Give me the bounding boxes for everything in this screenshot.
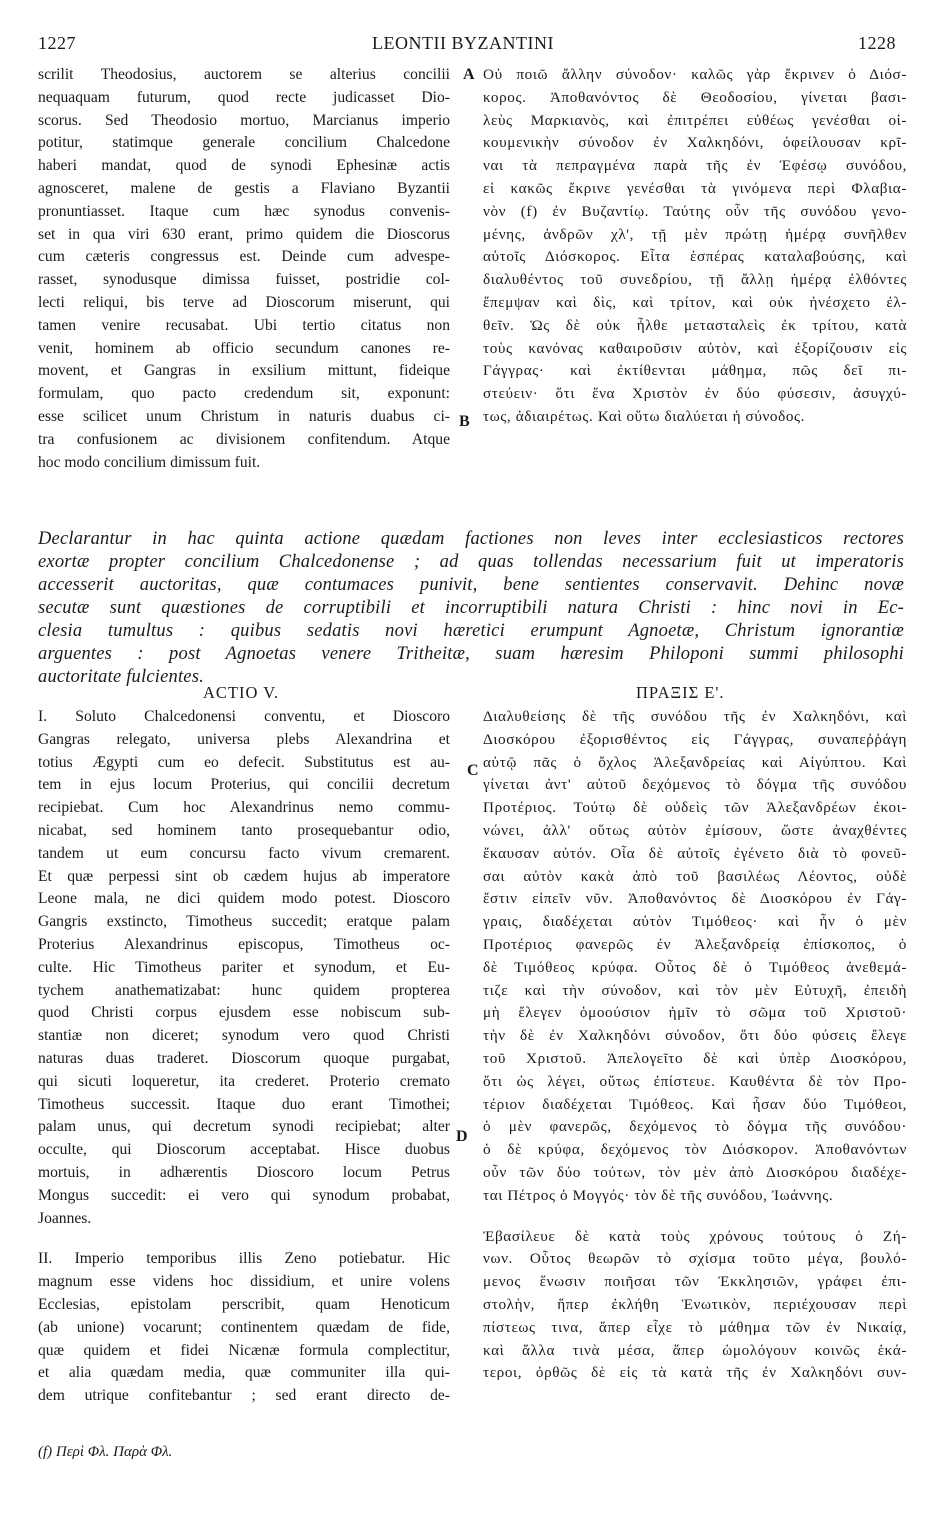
text-line: Ἐβασίλευε δὲ κατὰ τοὺς χρόνους τούτους ὁ Ζή-	[483, 1227, 907, 1245]
text-line: νων. Οὗτος θεωρῶν τὸ σχίσμα τοῦτο μέγα, βουλό-	[483, 1250, 907, 1268]
text-line: διαλυθέντος τοῦ συνεδρίου, τῇ ἄλλῃ ἡμέρᾳ ἐλθόντες	[483, 271, 907, 289]
text-line: II. Imperio temporibus illis Zeno potiebatur. Hic	[38, 1250, 450, 1268]
text-line: τοὺς κανόνας καθαιροῦσιν αὐτὸν, καὶ ἐξορίζουσιν εἰς	[483, 339, 907, 357]
text-line: agnosceret, malene de gestis a Flaviano Byzantii	[38, 179, 450, 197]
page-number-right: 1228	[858, 33, 896, 53]
text-line: nequaquam futurum, quod recte judicasset Dio-	[38, 88, 450, 106]
text-line: σαι αὐτὸν κακὰ ἀπὸ τοῦ βασιλέως Λέοντος, οὐδὲ	[483, 867, 907, 885]
greek-column-bottom	[483, 706, 907, 1385]
text-line: Ecclesias, epistolam perscribit, quam Henoticum	[38, 1295, 450, 1313]
text-line: μενος ἕνωσιν ποιῆσαι τῶν Ἐκκλησιῶν, γράφει ἐπι-	[483, 1273, 907, 1291]
text-line: Timotheus successit. Itaque duo erant Timothei;	[38, 1095, 450, 1113]
text-line: ἔπεμψαν καὶ δὶς, καὶ τρίτον, καὶ οὐκ ἠνέσχετο ἐλ-	[483, 293, 907, 311]
text-line: τιζε καὶ τὴν σύνοδον, καὶ τὸν μὲν Εὐτυχῆ, ἐπειδὴ	[483, 981, 907, 999]
text-line: cum cæteris congressus est. Deinde cum advespe-	[38, 248, 450, 266]
latin-column-bottom	[38, 706, 450, 1408]
margin-marker-c: C	[467, 762, 479, 779]
footnote: (f) Περὶ Φλ. Παρὰ Φλ.	[38, 1444, 173, 1460]
text-line: Διαλυθείσης δὲ τῆς συνόδου τῆς ἐν Χαλκηδόνι, καὶ	[483, 708, 907, 725]
text-line: ται Πέτρος ὁ Μογγός· τὸν δὲ τῆς συνόδου, Ἰωάννης.	[483, 1186, 834, 1204]
margin-marker-a: A	[463, 66, 475, 83]
text-line: potitur, statimque generale concilium Chalcedone	[38, 134, 450, 152]
text-line: accesserit auctoritas, quæ contumaces punivit, bene sentientes conservavit. Dehinc novæ	[38, 575, 904, 595]
text-line: clesia tumultus : quibus sedatis novi hæretici erumpunt Agnoetæ, Christum ignorantiæ	[38, 621, 904, 641]
text-line: τως, ἀδιαιρέτως. Καὶ οὕτω διαλύεται ἡ σύνοδος.	[483, 407, 806, 425]
text-line: I. Soluto Chalcedonensi conventu, et Dioscoro	[38, 708, 450, 725]
text-line: Gangris exstincto, Timotheus succedit; eratque palam	[38, 913, 450, 931]
text-line: rasset, synodusque dimissa fuisset, postridie col-	[38, 271, 450, 289]
text-line: νώνει, ἀλλ' οὕτως αὐτὸν ἐμίσουν, ὥστε ἀναχθέντες	[483, 821, 907, 839]
text-line: Leone mala, ne dici quidem modo potest. Dioscoro	[38, 890, 450, 908]
text-line: αὐτοῖς Διόσκορος. Εἶτα ἑσπέρας καταλαβούσης, καὶ	[483, 248, 907, 266]
heading-latin: ACTIO V.	[203, 683, 280, 702]
page-number-left: 1227	[38, 33, 76, 53]
text-line: recipiebat. Cum hoc Alexandrinus nemo commu-	[38, 799, 450, 817]
text-line: Declarantur in hac quinta actione quædam factiones non leves inter ecclesiasticos rectores	[38, 529, 904, 549]
latin-column-top	[38, 64, 450, 474]
text-line: occulte, qui Dioscorum acceptabat. Hisce duobus	[38, 1141, 450, 1159]
text-line: ὁ μὲν φανερῶς, δεχόμενος τὸ δόγμα τῆς συνόδου·	[483, 1118, 907, 1136]
text-line: qui sicuti loqueretur, ita crederet. Proterio cremato	[38, 1072, 450, 1090]
text-line: Διοσκόρου ἐξορισθέντος εἰς Γάγγρας, συναπεῤῥάγη	[483, 730, 907, 748]
text-line: mortuis, in adhærentis Dioscoro locum Petrus	[38, 1163, 450, 1181]
text-line: pronuntiasset. Itaque cum hæc synodus convenis-	[38, 202, 450, 220]
text-line: στεύειν· ὅτι ἕνα Χριστὸν ἐν δύο φύσεσιν, ἀσυγχύ-	[483, 385, 907, 403]
text-line: esse scilicet unum Christum in naturis duabus ci-	[38, 407, 450, 425]
text-line: scorus. Sed Theodosio mortuo, Marcianus imperio	[38, 111, 450, 129]
text-line: ἔστιν εἰπεῖν νῦν. Ἀποθανόντος δὲ Διοσκόρου ἐν Γάγ-	[483, 890, 907, 908]
text-line: magnum esse videns hoc dissidium, et unire volens	[38, 1273, 450, 1291]
text-line: εἰ κακῶς ἔκρινε γενέσθαι τὰ γινόμενα περὶ Φλαβια-	[483, 179, 907, 197]
running-title: LEONTII BYZANTINI	[372, 33, 554, 53]
text-line: dem utrique confitebantur ; sed erant directo de-	[38, 1387, 450, 1405]
text-line: λεὺς Μαρκιανὸς, καὶ ἐπιτρέπει εὐθέως γενέσθαι οἰ-	[483, 111, 907, 129]
text-line: (ab unione) vocarunt; continentem quædam de fide,	[38, 1318, 450, 1336]
greek-column-top	[483, 64, 907, 429]
text-line: venit, hominem ab officio secundum canones re-	[38, 339, 450, 357]
text-line: αὐτῷ πᾶς ὁ ὄχλος Ἀλεξανδρείας καὶ Αἰγύπτου. Καὶ	[483, 753, 907, 771]
text-line: γραις, διαδέχεται αὐτὸν Τιμόθεος· καὶ ἦν ὁ μὲν	[483, 913, 907, 931]
text-line: formulam, quo pacto credendum sit, exponunt:	[38, 385, 450, 403]
text-line: exortæ propter concilium Chalcedonense ; ad quas tollendas necessarium fuit ut imperatoris	[38, 552, 904, 572]
text-line: nicabat, sed hominem tanto prosequebantur odio,	[38, 821, 450, 839]
text-line: lecti reliqui, bis terve ad Dioscorum miserunt, qui	[38, 293, 450, 311]
text-line: tra confusionem ac divisionem confitendum. Atque	[38, 430, 450, 448]
text-line: θεῖν. Ὡς δὲ οὐκ ἦλθε μετασταλεὶς ἐκ τρίτου, κατὰ	[483, 316, 907, 334]
text-line: τεροι, ὀρθῶς δὲ εἰς τὰ κατὰ τῆς ἐν Χαλκηδόνι συν-	[483, 1364, 907, 1382]
text-line: κουμενικὴν σύνοδον ἐν Χαλκηδόνι, ὀφείλουσαν κρῖ-	[483, 134, 907, 152]
text-line: στολὴν, ἥπερ ἐκλήθη Ἑνωτικὸν, περιέχουσαν περὶ	[483, 1295, 907, 1313]
text-line: hoc modo concilium dimissum fuit.	[38, 453, 261, 471]
text-line: Οὐ ποιῶ ἄλλην σύνοδον· καλῶς γὰρ ἔκρινεν ὁ Διόσ-	[483, 66, 907, 83]
text-line: culte. Hic Timotheus pariter et synodum, et Eu-	[38, 958, 450, 976]
text-line: tandem ut eum concursu facto vivum cremarent.	[38, 844, 450, 862]
text-line: quod Christi corpus ejusdem esse nobiscum sub-	[38, 1004, 450, 1022]
text-line: νὸν (f) ἐν Βυζαντίῳ. Ταύτης οὖν τῆς συνόδου γενο-	[483, 202, 907, 220]
text-line: Mongus succedit: ei vero qui synodum probabat,	[38, 1186, 450, 1204]
text-line: Gangras relegato, universa plebs Alexandrina et	[38, 730, 450, 748]
text-line: τέριον διαδέχεται Τιμόθεος. Καὶ ἦσαν δύο Τιμόθεοι,	[483, 1095, 907, 1113]
text-line: Joannes.	[38, 1209, 92, 1227]
text-line: δὲ Τιμόθεος κρύφα. Οὗτος δὲ ὁ Τιμόθεος ἀνεθεμά-	[483, 958, 907, 976]
text-line: ναι τὰ πεπραγμένα παρὰ τῆς ἐν Ἐφέσῳ συνόδου,	[483, 157, 907, 175]
text-line: palam unus, qui decretum synodi recipiebat; alter	[38, 1118, 450, 1136]
text-line: secutæ sunt quæstiones de corruptibili et incorruptibili natura Christi : hinc novi in Ec-	[38, 598, 904, 618]
text-line: μένης, ἀνδρῶν χλ', τῇ μὲν πρώτῃ ἡμέρᾳ συνῆλθεν	[483, 225, 907, 243]
text-line: arguentes : post Agnoetas venere Tritheitæ, suam hæresim Philoponi summi philosophi	[38, 644, 904, 664]
text-line: πίστεως τινα, ἅπερ εἶχε τὸ μάθημα τῶν ἐν Νικαίᾳ,	[483, 1318, 907, 1336]
text-line: ὁ δὲ κρύφα, δεχόμενος τὸν Διόσκορον. Ἀποθανόντων	[483, 1141, 907, 1159]
text-line: haberi mandat, quod de synodi Ephesinæ actis	[38, 157, 450, 175]
text-line: Et quæ perpessi sint ob cædem hujus ab imperatore	[38, 867, 450, 885]
margin-marker-b: B	[459, 413, 470, 430]
margin-marker-d: D	[456, 1128, 468, 1145]
text-line: auctoritate fulcientes.	[38, 667, 204, 687]
text-line: tamen venire recusabat. Ubi tertio citatus non	[38, 316, 450, 334]
heading-greek: ΠΡΑΞΙΣ Ε'.	[636, 683, 725, 702]
text-line: Προτέριος φανερῶς ἐν Ἀλεξανδρείᾳ ἐπίσκοπος, ὁ	[483, 935, 907, 953]
text-line: movent, et Gangras in exsilium mittunt, fideique	[38, 362, 450, 380]
text-line: quæ quidem et fidei Nicænæ formula complectitur,	[38, 1341, 450, 1359]
text-line: set in qua viri 630 erant, primo quidem die Dioscorus	[38, 225, 450, 243]
text-line: γίνεται ἀντ' αὐτοῦ δεχόμενος τὸ δόγμα τῆς συνόδου	[483, 776, 907, 794]
text-line: Προτέριος. Τούτῳ δὲ οὐδεὶς τῶν Ἀλεξανδρέων ἐκοι-	[483, 799, 907, 817]
text-line: Γάγγρας· καὶ ἐκτίθενται μάθημα, πῶς δεῖ πι-	[483, 362, 907, 380]
text-line: καὶ ἄλλα τινὰ μέσα, ἅπερ ὡμολόγουν κοινῶς ἑκά-	[483, 1341, 907, 1359]
text-line: stantiæ non diceret; synodum vero quod Christi	[38, 1027, 450, 1045]
text-line: μὴ ἔλεγεν ὁμοούσιον ἡμῖν τὸ σῶμα τοῦ Χριστοῦ·	[483, 1004, 907, 1022]
text-line: totius Ægypti cum eo defecit. Substitutus est au-	[38, 753, 450, 771]
text-line: tychem anathematizabat: hunc quidem propterea	[38, 981, 450, 999]
text-line: Proterius Alexandrinus episcopus, Timotheus oc-	[38, 935, 450, 953]
text-line: scrilit Theodosius, auctorem se alterius concilii	[38, 66, 450, 83]
text-line: κορος. Ἀποθανόντος δὲ Θεοδοσίου, γίνεται βασι-	[483, 88, 907, 106]
text-line: ἔκαυσαν αὐτόν. Οἷα δὲ αὐτοῖς ἐγένετο διὰ τὸ φονεῦ-	[483, 844, 907, 862]
text-line: et alia quædam media, quæ communiter illa qui-	[38, 1364, 450, 1382]
text-line: οὖν τῶν δύο τούτων, τὸν μὲν ἀπὸ Διοσκόρου διαδέχε-	[483, 1163, 907, 1181]
chapter-summary	[38, 528, 904, 689]
text-line: τὴν δὲ ἐν Χαλκηδόνι σύνοδον, ὅτι δύο φύσεις ἔλεγε	[483, 1027, 907, 1045]
text-line: ὅτι ὡς λέγει, οὕτως ἐπίστευε. Καυθέντα δὲ τὸν Προ-	[483, 1072, 907, 1090]
text-line: tem in ejus locum Proterius, qui concilii decretum	[38, 776, 450, 794]
text-line: τοῦ Χριστοῦ. Ἀπελογεῖτο δὲ καὶ ὑπὲρ Διοσκόρου,	[483, 1049, 907, 1067]
text-line: naturas duas traderet. Dioscorum quoque purgabat,	[38, 1049, 450, 1067]
